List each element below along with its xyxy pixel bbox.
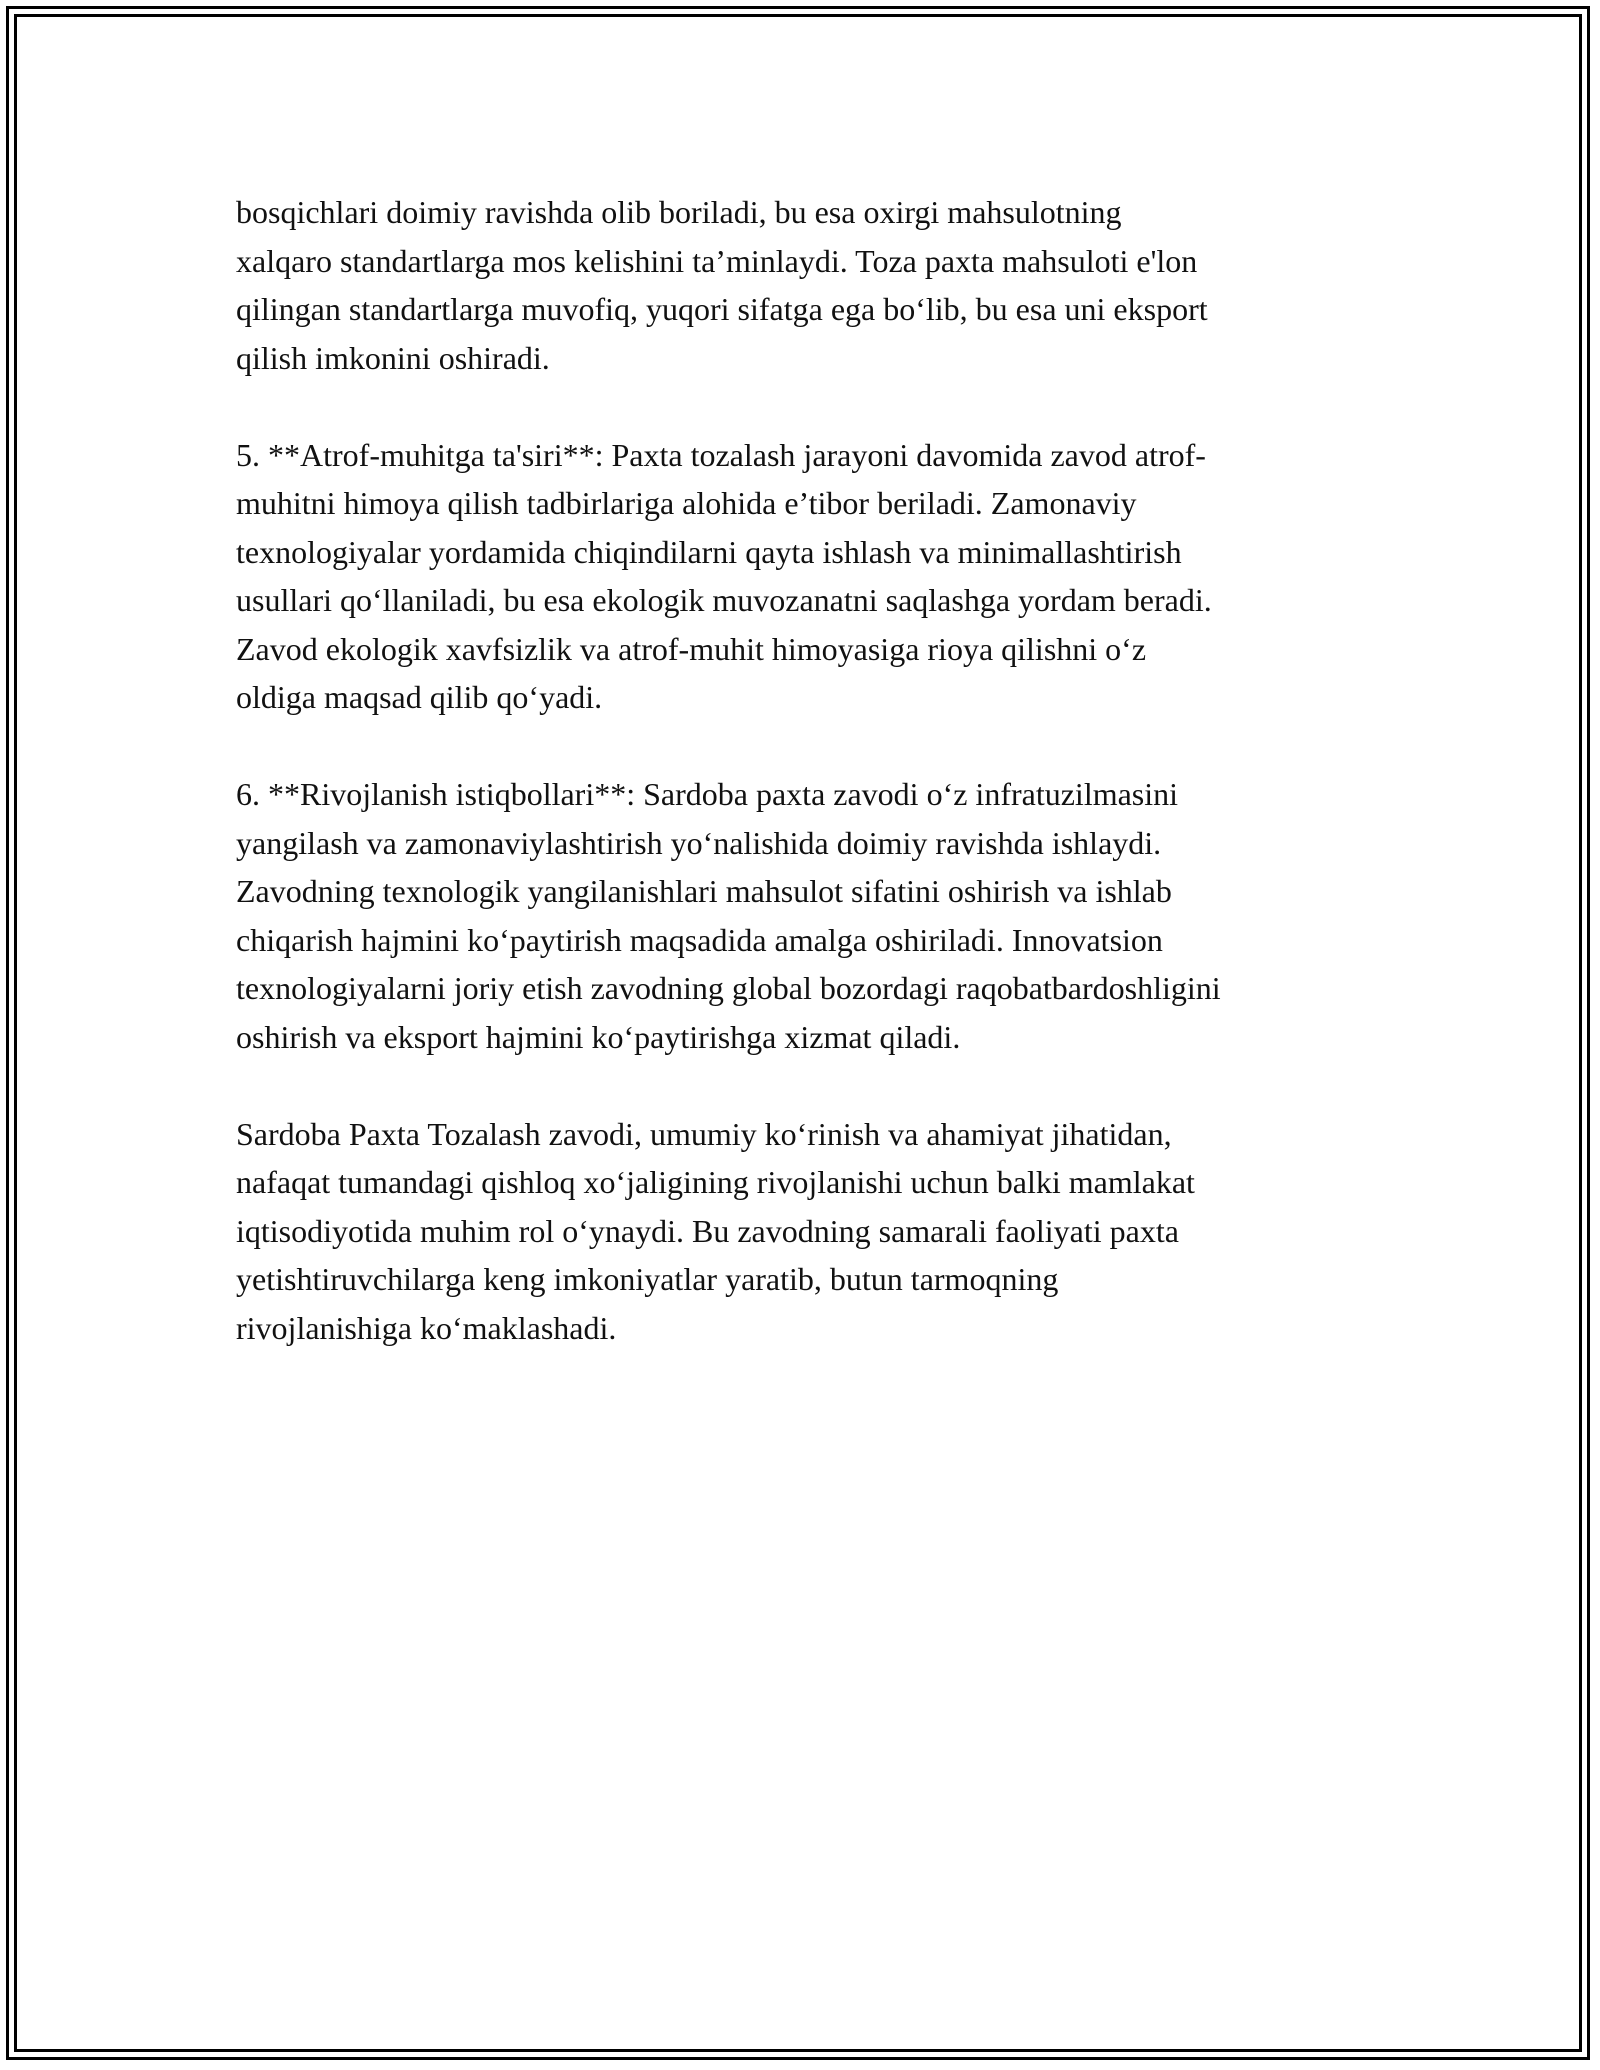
paragraph-quality-control: bosqichlari doimiy ravishda olib boriladi, bu esa oxirgi mahsulotning xalqaro standartlarga mos kelishini ta’minlaydi. Toza paxta mahsuloti e'lon qilingan standartlarga muvofiq, yuqori sifatga ega bo‘lib, bu esa uni eksport qilish imkonini oshiradi.: [236, 194, 1208, 376]
paragraph-development-prospects: 6. **Rivojlanish istiqbollari**: Sardoba paxta zavodi o‘z infratuzilmasini yangilash va zamonaviylashtirish yo‘nalishida doimiy ravishda ishlaydi. Zavodning texnologik yangilanishlari mahsulot sifatini oshirish va ishlab chiqarish hajmini ko‘paytirish maqsadida amalga oshiriladi. Innovatsion texnologiyalarni joriy etish zavodning global bozordagi raqobatbardoshligini oshirish va eksport hajmini ko‘paytirishga xizmat qiladi.: [236, 776, 1221, 1055]
document-body: [236, 188, 1376, 1401]
paragraph-conclusion: Sardoba Paxta Tozalash zavodi, umumiy ko‘rinish va ahamiyat jihatidan, nafaqat tumandagi qishloq xo‘jaligining rivojlanishi uchun balki mamlakat iqtisodiyotida muhim rol o‘ynaydi. Bu zavodning samarali faoliyati paxta yetishtiruvchilarga keng imkoniyatlar yaratib, butun tarmoqning rivojlanishiga ko‘maklashadi.: [236, 1115, 1195, 1346]
paragraph-environmental-impact: 5. **Atrof-muhitga ta'siri**: Paxta tozalash jarayoni davomida zavod atrof- muhitni himoya qilish tadbirlariga alohida e’tibor beriladi. Zamonaviy texnologiyalar yordamida chiqindilarni qayta ishlash va minimallashtirish usullari qo‘llaniladi, bu esa ekologik muvozanatni saqlashga yordam beradi. Zavod ekologik xavfsizlik va atrof-muhit himoyasiga rioya qilishni o‘z oldiga maqsad qilib qo‘yadi.: [236, 436, 1212, 715]
